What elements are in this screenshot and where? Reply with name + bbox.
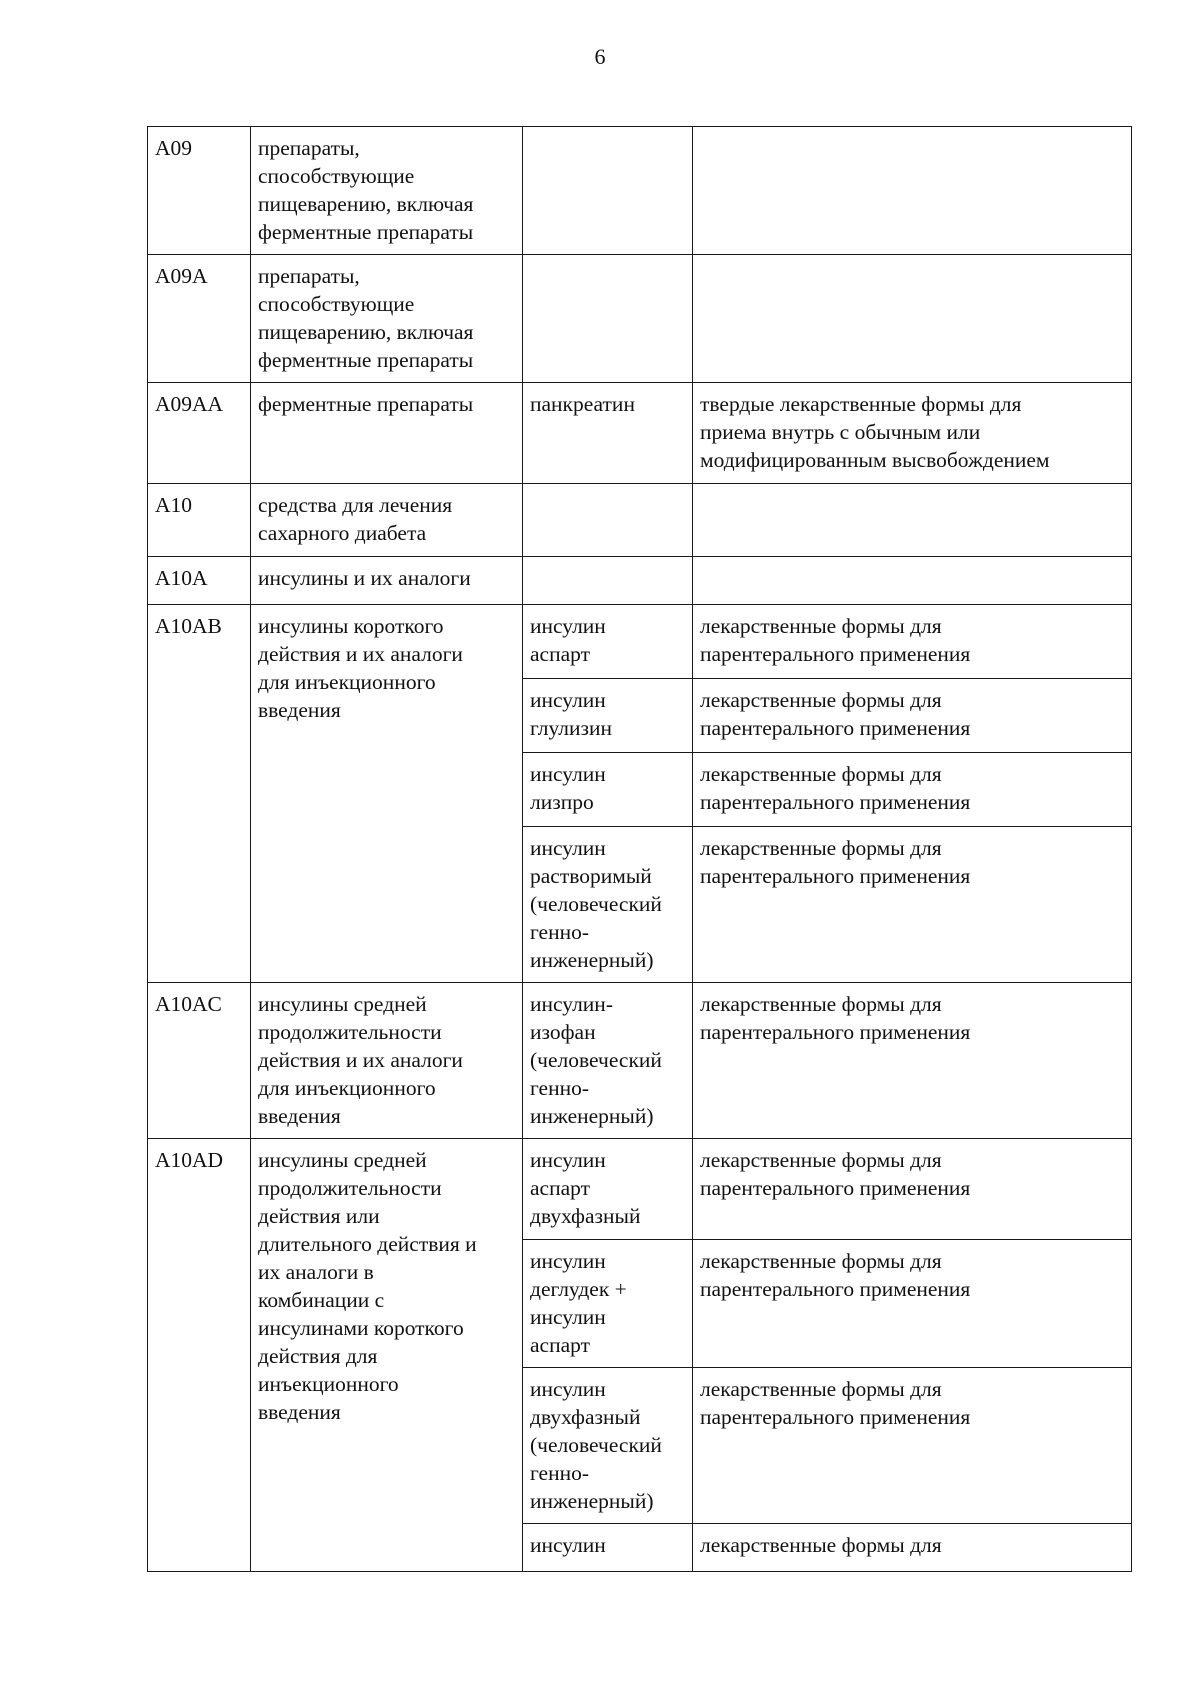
- table-row: [148, 1139, 1132, 1240]
- dosage-form-cell: твердые лекарственные формы для приема внутрь с обычным или модифицированным высвобождением: [693, 383, 1132, 484]
- table-row: [148, 484, 1132, 557]
- dosage-form-cell: лекарственные формы для парентерального применения: [693, 1139, 1132, 1240]
- dosage-form-cell: [693, 255, 1132, 383]
- drug-name-cell: инсулин аспарт двухфазный: [523, 1139, 693, 1240]
- table-row: [148, 255, 1132, 383]
- table-body: [148, 127, 1132, 1572]
- drug-name-cell: инсулин глулизин: [523, 679, 693, 753]
- drug-name-cell: инсулин- изофан (человеческий генно- инженерный): [523, 983, 693, 1139]
- atc-group-name-cell: инсулины и их аналоги: [251, 557, 523, 605]
- drug-name-cell: инсулин аспарт: [523, 605, 693, 679]
- dosage-form-cell: лекарственные формы для парентерального применения: [693, 1240, 1132, 1368]
- dosage-form-cell: [693, 557, 1132, 605]
- atc-code-cell: A09: [148, 127, 251, 255]
- drug-name-cell: [523, 127, 693, 255]
- dosage-form-cell: лекарственные формы для парентерального применения: [693, 827, 1132, 983]
- atc-group-name-cell: препараты, способствующие пищеварению, включая ферментные препараты: [251, 255, 523, 383]
- dosage-form-cell: лекарственные формы для парентерального применения: [693, 605, 1132, 679]
- drug-name-cell: [523, 484, 693, 557]
- table-row: [148, 983, 1132, 1139]
- drug-name-cell: [523, 255, 693, 383]
- drug-name-cell: инсулин двухфазный (человеческий генно- инженерный): [523, 1368, 693, 1524]
- drug-name-cell: панкреатин: [523, 383, 693, 484]
- dosage-form-cell: лекарственные формы для парентерального применения: [693, 1368, 1132, 1524]
- dosage-form-cell: лекарственные формы для парентерального применения: [693, 753, 1132, 827]
- page-number: 6: [594, 44, 606, 69]
- atc-group-name-cell: инсулины средней продолжительности действия или длительного действия и их аналоги в комбинации с инсулинами короткого действия для инъекционного введения: [251, 1139, 523, 1572]
- table-row: [148, 383, 1132, 484]
- drug-name-cell: [523, 557, 693, 605]
- table-row: [148, 557, 1132, 605]
- dosage-form-cell: лекарственные формы для: [693, 1524, 1132, 1572]
- atc-group-name-cell: средства для лечения сахарного диабета: [251, 484, 523, 557]
- atc-group-name-cell: препараты, способствующие пищеварению, включая ферментные препараты: [251, 127, 523, 255]
- dosage-form-cell: лекарственные формы для парентерального применения: [693, 983, 1132, 1139]
- dosage-form-cell: [693, 484, 1132, 557]
- atc-code-cell: A10AD: [148, 1139, 251, 1572]
- table-row: [148, 127, 1132, 255]
- drug-name-cell: инсулин лизпро: [523, 753, 693, 827]
- atc-code-cell: A10: [148, 484, 251, 557]
- atc-code-cell: A09A: [148, 255, 251, 383]
- dosage-form-cell: лекарственные формы для парентерального применения: [693, 679, 1132, 753]
- drug-classification-table: [147, 126, 1132, 1572]
- table-row: [148, 605, 1132, 679]
- atc-code-cell: A10AC: [148, 983, 251, 1139]
- atc-group-name-cell: ферментные препараты: [251, 383, 523, 484]
- atc-code-cell: A09AA: [148, 383, 251, 484]
- dosage-form-cell: [693, 127, 1132, 255]
- drug-name-cell: инсулин: [523, 1524, 693, 1572]
- atc-code-cell: A10AB: [148, 605, 251, 983]
- atc-group-name-cell: инсулины средней продолжительности действия и их аналоги для инъекционного введения: [251, 983, 523, 1139]
- drug-name-cell: инсулин деглудек + инсулин аспарт: [523, 1240, 693, 1368]
- drug-name-cell: инсулин растворимый (человеческий генно- инженерный): [523, 827, 693, 983]
- atc-group-name-cell: инсулины короткого действия и их аналоги для инъекционного введения: [251, 605, 523, 983]
- atc-code-cell: A10A: [148, 557, 251, 605]
